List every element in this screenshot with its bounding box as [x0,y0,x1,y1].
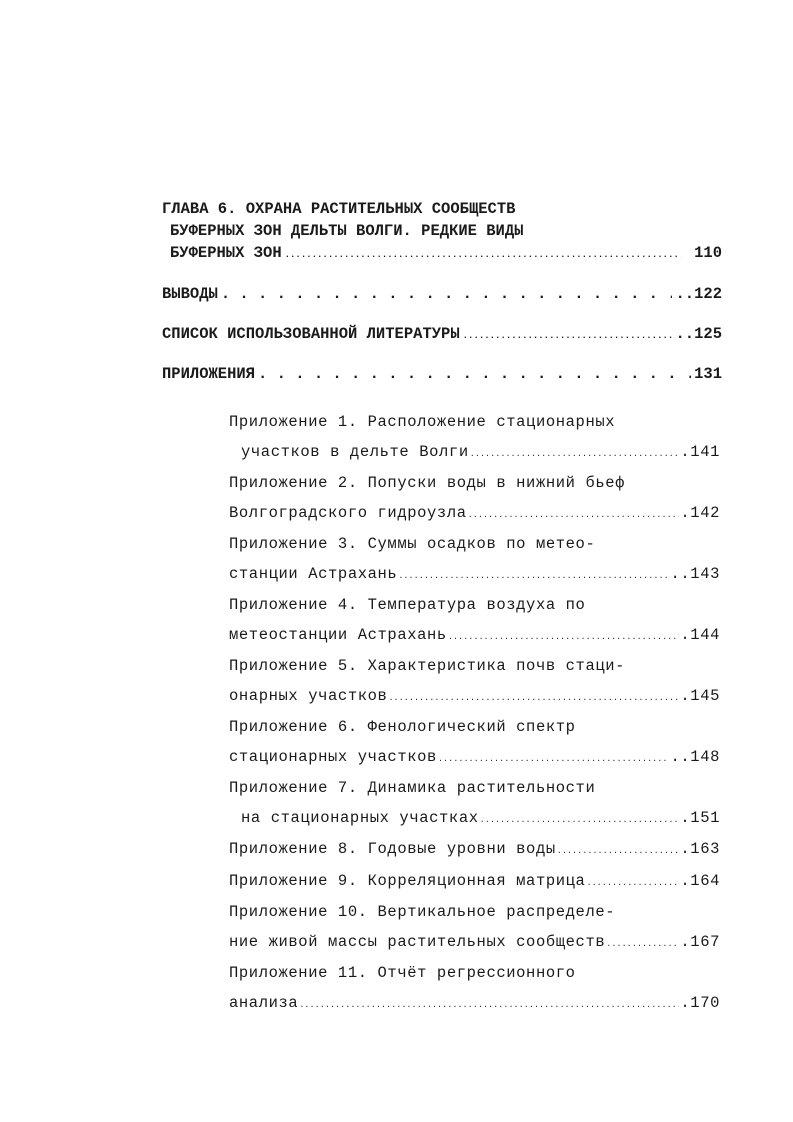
appendix-title-cont: станции Астрахань [229,564,398,583]
chapter-6-title-text-2: БУФЕРНЫХ ЗОН ДЕЛЬТЫ ВОЛГИ. РЕДКИЕ ВИДЫ [170,222,524,240]
appendix-title-line [229,835,720,867]
appendix-title-line [229,621,720,653]
appendix-item-6 [229,713,720,774]
appendix-page-number: .144 [680,625,720,644]
appendix-title-line [229,408,720,438]
references-page-number: ..125 [675,325,722,343]
appendix-title-line [229,469,720,499]
chapter-6-title-line-3 [162,242,722,266]
appendix-item-9 [229,867,720,899]
leader-dots [448,621,680,653]
appendix-page-number: .170 [680,993,720,1012]
appendix-title-line [229,591,720,621]
leader-dots [398,560,669,592]
appendix-title: Приложение 9. Корреляционная матрица [229,871,586,890]
appendix-item-10 [229,898,720,959]
appendix-title-line [229,652,720,682]
leader-dots [463,323,673,347]
appendix-title: Приложение 3. Суммы осадков по метео- [229,535,596,553]
appendix-title: Приложение 11. Отчёт регрессионного [229,964,576,982]
appendix-title: Приложение 8. Годовые уровни воды [229,840,556,858]
appendix-title-cont: участков в дельте Волги [241,442,469,461]
leader-dots [480,804,680,836]
appendix-title: Приложение 7. Динамика растительности [229,779,596,797]
leader-dots [606,928,679,960]
appendix-title-cont: Волгоградского гидроузла [229,503,467,522]
appendix-title-line [229,898,720,928]
appendix-title-line [229,928,720,960]
leader-dots [299,989,679,1021]
leader-dots [438,743,670,775]
appendix-title-line [229,682,720,714]
conclusions-line [162,283,722,305]
appendix-title-line [229,560,720,592]
leader-dots [470,438,680,470]
conclusions-label: ВЫВОДЫ [162,285,218,303]
appendix-title-cont: анализа [229,993,299,1012]
appendix-page-number: .151 [680,808,720,827]
appendices-label: ПРИЛОЖЕНИЯ [162,365,256,383]
appendix-page-number: .163 [680,840,720,858]
appendix-page-number: .167 [680,932,720,951]
appendix-item-5 [229,652,720,713]
toc-entry-conclusions [162,283,722,305]
appendix-page-number: .145 [680,686,720,705]
appendix-title-line [229,959,720,989]
appendices-page-number: 131 [694,365,722,383]
leader-dots [557,835,680,867]
appendix-item-11 [229,959,720,1020]
leader-dots [285,242,681,266]
appendix-title-line [229,438,720,470]
appendix-page-number: .164 [680,871,720,890]
toc-entry-references [162,323,722,347]
appendix-title-line [229,867,720,899]
appendix-item-8 [229,835,720,867]
leader-dots [468,499,680,531]
leader-dots [586,867,679,899]
appendix-title-cont: на стационарных участках [241,808,479,827]
appendices-line [162,363,722,385]
appendix-item-7 [229,774,720,835]
chapter-6-title-line-1 [162,198,722,220]
leader-dots [388,682,679,714]
appendix-title-line [229,989,720,1021]
appendix-title-line [229,743,720,775]
appendix-title: Приложение 5. Характеристика почв стаци- [229,657,626,675]
appendix-item-1 [229,408,720,469]
chapter-6-page-number: 110 [694,244,722,262]
toc-entry-appendices [162,363,722,385]
appendix-page-number: .142 [680,503,720,522]
chapter-6-title-line-2 [162,220,722,242]
appendix-page-number: ..143 [670,564,720,583]
appendix-title-line [229,774,720,804]
appendix-title-cont: онарных участков [229,686,388,705]
references-label: СПИСОК ИСПОЛЬЗОВАННОЙ ЛИТЕРАТУРЫ [162,325,460,343]
appendix-title-line [229,499,720,531]
chapter-6-title-text-1: ГЛАВА 6. ОХРАНА РАСТИТЕЛЬНЫХ СООБЩЕСТВ [162,200,516,218]
toc-entry-chapter-6 [162,198,722,266]
appendix-list [229,408,720,1020]
appendix-item-4 [229,591,720,652]
appendix-title-line [229,804,720,836]
appendix-title-line [229,713,720,743]
appendix-title: Приложение 2. Попуски воды в нижний бьеф [229,474,626,492]
appendix-title: Приложение 4. Температура воздуха по [229,596,586,614]
appendix-title-line [229,530,720,560]
appendix-title: Приложение 10. Вертикальное распределе- [229,903,616,921]
appendix-page-number: ..148 [670,747,720,766]
conclusions-page-number: ..122 [675,285,722,303]
appendix-title-cont: стационарных участков [229,747,437,766]
appendix-title: Приложение 6. Фенологический спектр [229,718,576,736]
leader-dots [258,363,691,385]
leader-dots [221,283,673,305]
appendix-title-cont: метеостанции Астрахань [229,625,447,644]
appendix-page-number: .141 [680,442,720,461]
appendix-item-2 [229,469,720,530]
appendix-title-cont: ние живой массы растительных сообществ [229,932,606,951]
chapter-6-title-text-3: БУФЕРНЫХ ЗОН [170,244,282,262]
appendix-title: Приложение 1. Расположение стационарных [229,413,616,431]
appendix-item-3 [229,530,720,591]
references-line [162,323,722,347]
